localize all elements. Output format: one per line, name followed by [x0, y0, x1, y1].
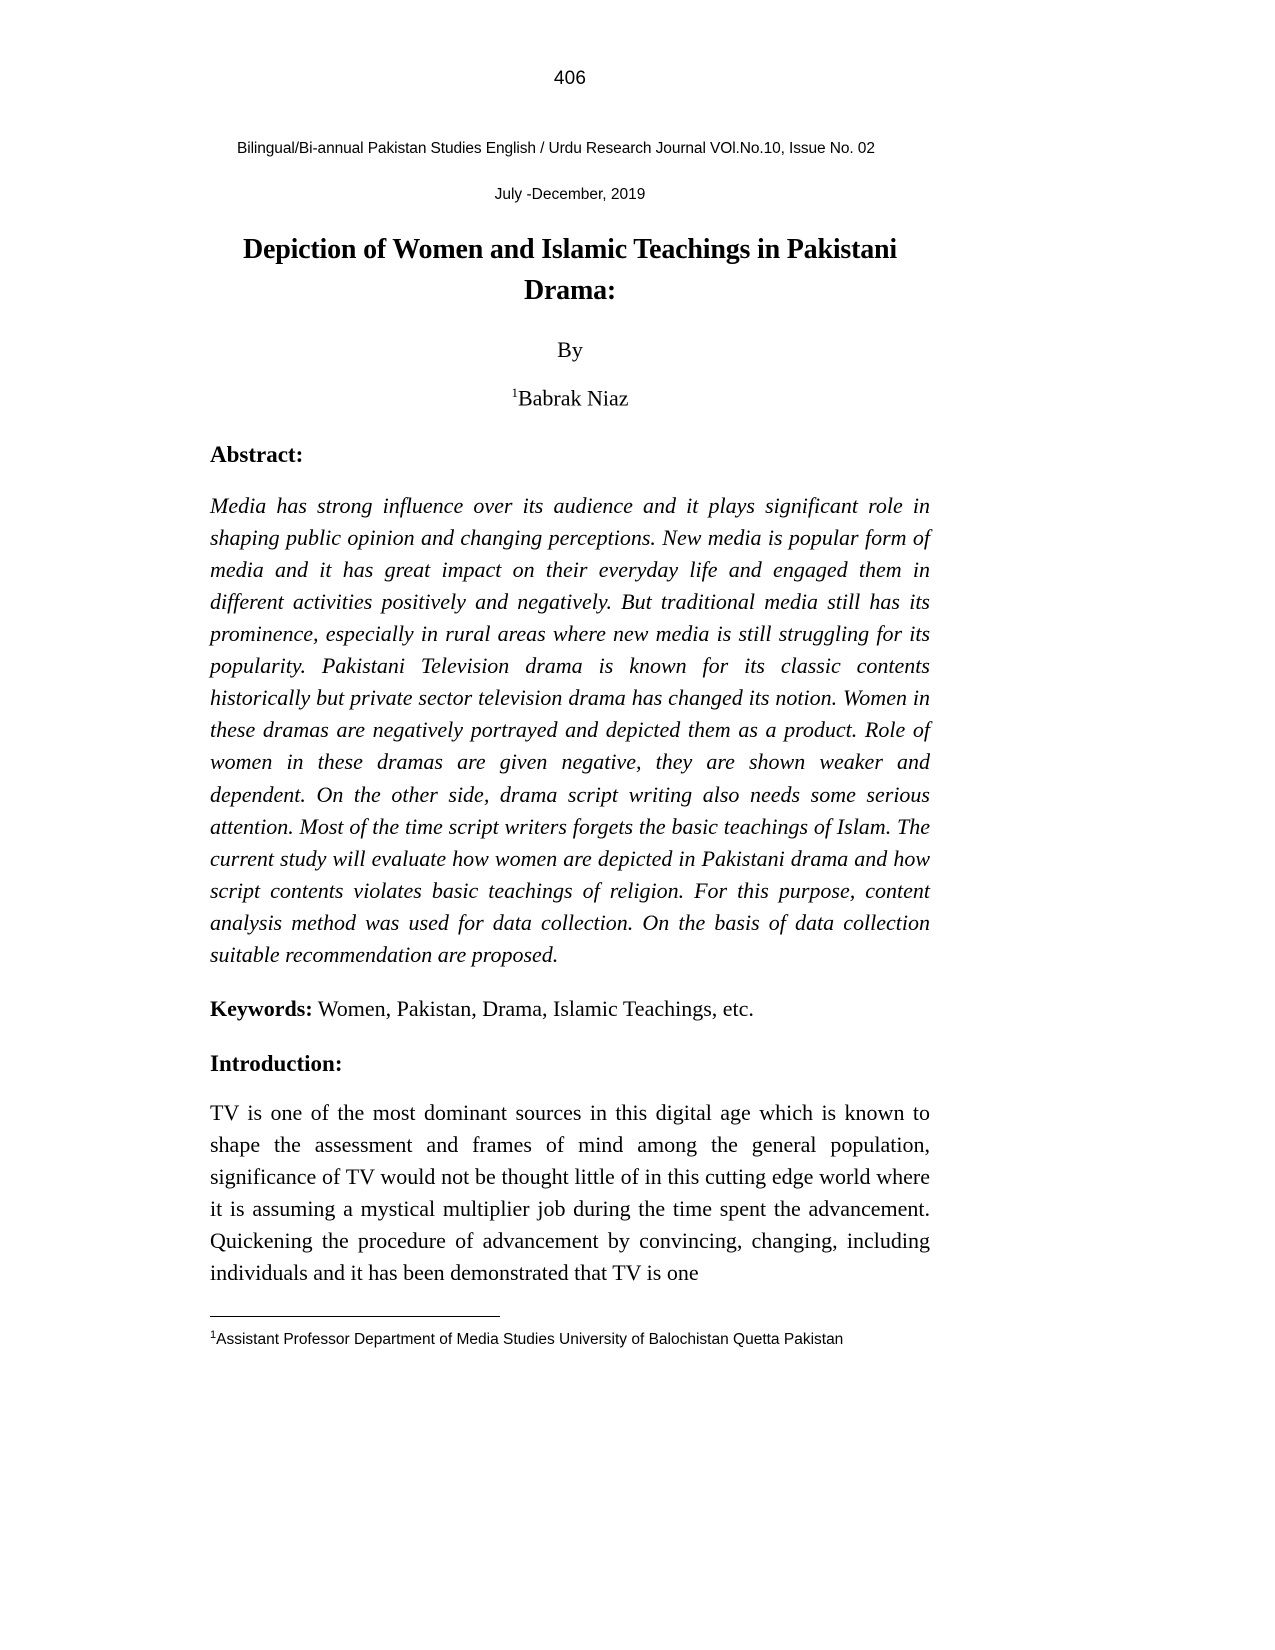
introduction-body: TV is one of the most dominant sources in this digital age which is known to shape the assessment and frames of mind among the general population, significance of TV would not be thought little of in this cutting edge world where it is assuming a mystical multiplier job during the time spent the advancement. Quickening the procedure of advancement by convincing, changing, including individuals and it has been demonstrated that TV is one — [210, 1100, 930, 1285]
page-title: Depiction of Women and Islamic Teachings in Pakistani Drama: — [242, 234, 897, 306]
abstract-body: Media has strong influence over its audience and it plays significant role in shaping public opinion and changing perceptions. New media is popular form of media and it has great impact on their everyday life and engaged them in different activities positively and negatively. But traditional media still has its prominence, especially in rural areas where new media is still struggling for its popularity. Pakistani Television drama is known for its classic contents historically but private sector television drama has changed its notion. Women in these dramas are negatively portrayed and depicted them as a product. Role of women in these dramas are given negative, they are shown weaker and dependent. On the other side, drama script writing also needs some serious attention. Most of the time script writers forgets the basic teachings of Islam. The current study will evaluate how women are depicted in Pakistani drama and how script contents violates basic teachings of religion. For this purpose, content analysis method was used for data collection. On the basis of data collection suitable recommendation are proposed. — [210, 492, 930, 968]
abstract-heading: Abstract: — [210, 441, 304, 467]
footnote-separator — [210, 1316, 500, 1317]
footnote-text: Assistant Professor Department of Media Studies University of Balochistan Quetta Pakistan — [216, 1331, 844, 1349]
journal-header-line: Bilingual/Bi-annual Pakistan Studies English / Urdu Research Journal VOl.No.10, Issue No. 02 — [237, 140, 875, 157]
author-footnote-marker: 1 — [511, 385, 518, 401]
by-label: By — [557, 337, 583, 363]
issue-date: July -December, 2019 — [494, 186, 646, 203]
author-name: Babrak Niaz — [517, 385, 629, 411]
footnote — [210, 1327, 930, 1352]
keywords-label: Keywords: — [210, 996, 313, 1022]
page-content — [210, 0, 930, 1353]
page-number: 406 — [553, 68, 587, 89]
footnote-marker: 1 — [210, 1329, 217, 1342]
introduction-heading: Introduction: — [210, 1051, 343, 1077]
keywords-line — [210, 993, 930, 1025]
author-line — [210, 385, 930, 411]
keywords-value: Women, Pakistan, Drama, Islamic Teachings, etc. — [312, 996, 754, 1022]
